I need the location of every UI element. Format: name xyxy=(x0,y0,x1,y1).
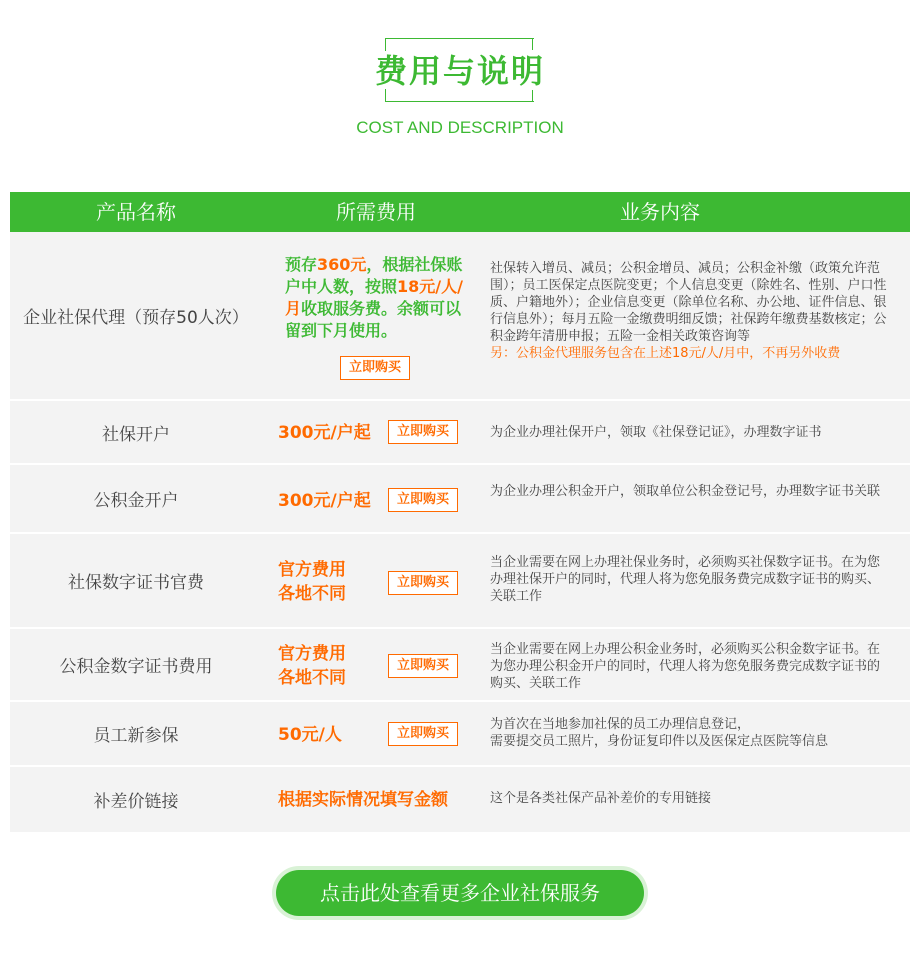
table-row xyxy=(10,702,910,767)
description: 为首次在当地参加社保的员工办理信息登记， 需要提交员工照片，身份证复印件以及医保定点医院等信息 xyxy=(490,717,829,749)
description: 当企业需要在网上办理公积金业务时，必须购买公积金数字证书。在为您办理公积金开户的同时，代理人将为您免服务费完成数字证书的购买、关联工作 xyxy=(490,642,881,691)
buy-button[interactable]: 立即购买 xyxy=(340,356,410,380)
page-title: 费用与说明 xyxy=(374,52,545,90)
price-text: 50元/人 xyxy=(278,725,342,745)
description: 社保转入增员、减员；公积金增员、减员；公积金补缴（政策允许范围）；员工医保定点医院变更；个人信息变更（除姓名、性别、户口性质、户籍地外）；企业信息变更（除单位名称、办公地、证件信息、银行信息外）；每月五险一金缴费明细反馈；社保跨年缴费基数核定；公积金跨年清册申报；五险一金相关政策咨询等 另：公积金代理服务包含在上述18元/人/月中，不再另外收费 xyxy=(490,261,887,361)
table-row xyxy=(10,629,910,702)
more-services-label[interactable]: 点击此处查看更多企业社保服务 xyxy=(276,870,644,916)
table-row xyxy=(10,465,910,534)
product-name: 员工新参保 xyxy=(93,726,179,746)
buy-button[interactable]: 立即购买 xyxy=(388,488,458,512)
product-name: 补差价链接 xyxy=(93,792,179,812)
price-text: 300元/户起 xyxy=(278,491,371,511)
product-name: 企业社保代理（预存50人次） xyxy=(23,308,249,328)
table-header xyxy=(10,192,910,232)
section-header xyxy=(0,0,920,190)
product-name: 公积金数字证书费用 xyxy=(59,657,213,677)
price-text: 官方费用 各地不同 xyxy=(278,644,346,688)
note-text: 另：公积金代理服务包含在上述18元/人/月中，不再另外收费 xyxy=(490,346,841,361)
price-text: 根据实际情况填写金额 xyxy=(278,790,448,810)
product-name: 社保数字证书官费 xyxy=(68,573,204,593)
buy-button[interactable]: 立即购买 xyxy=(388,654,458,678)
column-header-content: 业务内容 xyxy=(620,200,700,224)
table-row xyxy=(10,767,910,832)
more-services-button[interactable] xyxy=(272,866,648,920)
description: 为企业办理社保开户，领取《社保登记证》，办理数字证书 xyxy=(490,425,822,440)
table-row xyxy=(10,534,910,629)
description: 为企业办理公积金开户，领取单位公积金登记号，办理数字证书关联 xyxy=(490,484,881,499)
buy-button[interactable]: 立即购买 xyxy=(388,420,458,444)
buy-button[interactable]: 立即购买 xyxy=(388,571,458,595)
pricing-table xyxy=(10,192,910,812)
price-text: 预存360元，根据社保账户中人数，按照18元/人/月收取服务费。余额可以留到下月使用。 xyxy=(285,255,463,340)
price-text: 300元/户起 xyxy=(278,423,371,443)
product-name: 社保开户 xyxy=(102,424,170,445)
page-subtitle: COST AND DESCRIPTION xyxy=(356,118,564,137)
table-row xyxy=(10,401,910,465)
description: 这个是各类社保产品补差价的专用链接 xyxy=(490,791,712,806)
product-name: 公积金开户 xyxy=(93,491,179,511)
buy-button[interactable]: 立即购买 xyxy=(388,722,458,746)
table-row xyxy=(10,232,910,401)
column-header-cost: 所需费用 xyxy=(336,200,416,224)
price-text: 官方费用 各地不同 xyxy=(278,560,346,604)
column-header-product: 产品名称 xyxy=(96,200,176,224)
description: 当企业需要在网上办理社保业务时，必须购买社保数字证书。在为您办理社保开户的同时，代理人将为您免服务费完成数字证书的购买、关联工作 xyxy=(490,555,881,604)
